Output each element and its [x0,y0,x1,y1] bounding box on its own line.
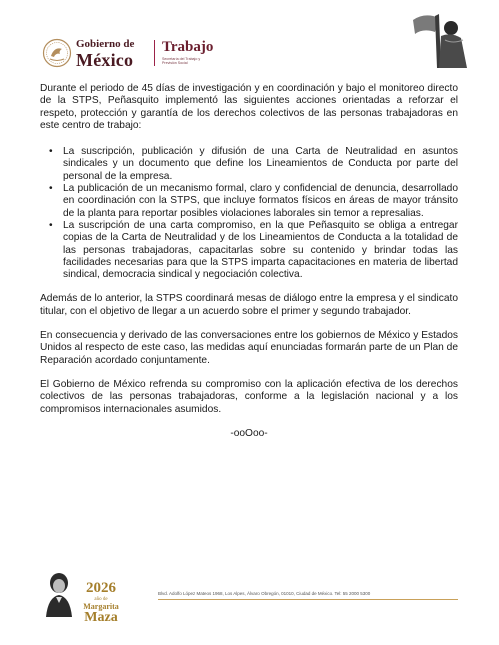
margarita-maza-portrait-icon [42,571,76,617]
list-item: • La publicación de un mecanismo formal, claro y confidencial de denuncia, desarrollado en coordinación con la STPS, que incluye formatos físicos en áreas de mayor tránsito de la planta para reportar posibles violaciones laborales sin temor a represalias. [63,183,458,220]
year-number: 2026 [86,580,116,596]
actions-list [40,146,458,281]
gob-line1: Gobierno de [76,38,135,50]
office-address: Blvd. Adolfo López Mateos 1968, Los Alpes, Álvaro Obregón, 01010, Ciudad de México. Tel: 55 2000 5300 [158,591,371,596]
gobierno-wordmark [76,39,134,69]
paragraph-commitment: El Gobierno de México refrenda su compromiso con la aplicación efectiva de los derechos colectivos de las personas trabajadoras, conforme a la legislación nacional y a los compromisos internacionales asumidos. [40,378,458,415]
commemorative-year [82,581,120,625]
document-body [40,83,458,440]
dependency-subtitle: Secretaría del Trabajo y Previsión Social [162,57,201,66]
honoree-last-name: Maza [84,610,118,625]
dependency-wordmark [162,40,213,65]
intro-paragraph: Durante el periodo de 45 días de investigación y en coordinación y bajo el monitoreo directo de la STPS, Peñasquito implementó las siguientes acciones orientadas a reforzar el respeto, protección y garantía de los derechos colectivos de las personas trabajadoras en este centro de trabajo: [40,83,458,131]
gob-line2: México [76,50,134,70]
year-subtitle: año de [94,597,108,602]
paragraph-reparation: En consecuencia y derivado de las conversaciones entre los gobiernos de México y Estados Unidos al respecto de este caso, las medidas aquí enunciadas formarán parte de un Plan de Reparación acordado conjuntamente. [40,330,458,366]
page-header [0,0,499,80]
footer-divider [158,599,458,600]
honoree-first-name: Margarita [83,602,119,611]
historic-figure-icon [405,10,475,70]
paragraph-dialogue: Además de lo anterior, la STPS coordinará mesas de diálogo entre la empresa y el sindicato titular, con el objetivo de llegar a un acuerdo sobre el primer y segundo trabajador. [40,293,458,317]
eagle-seal-icon [42,38,72,68]
list-item: • La suscripción, publicación y difusión de una Carta de Neutralidad en asuntos sindicales y un documento que define los Lineamientos de Conducta por parte del personal de la empresa. [63,146,458,183]
closing-mark: -ooOoo- [230,427,268,439]
header-divider [154,40,155,66]
dependency-name: Trabajo [162,39,214,55]
list-item: • La suscripción de una carta compromiso, en la que Peñasquito se obliga a entregar copias de la Carta de Neutralidad y de los Lineamientos de Conducta a la totalidad de las personas trabajadoras, capacitarlas sobre su contenido y brindar todas las facilidades necesarias para que la STPS imparta capacitaciones en materia de libertad sindical, democracia sindical y negociación colectiva. [63,220,458,281]
page-footer [0,565,499,645]
